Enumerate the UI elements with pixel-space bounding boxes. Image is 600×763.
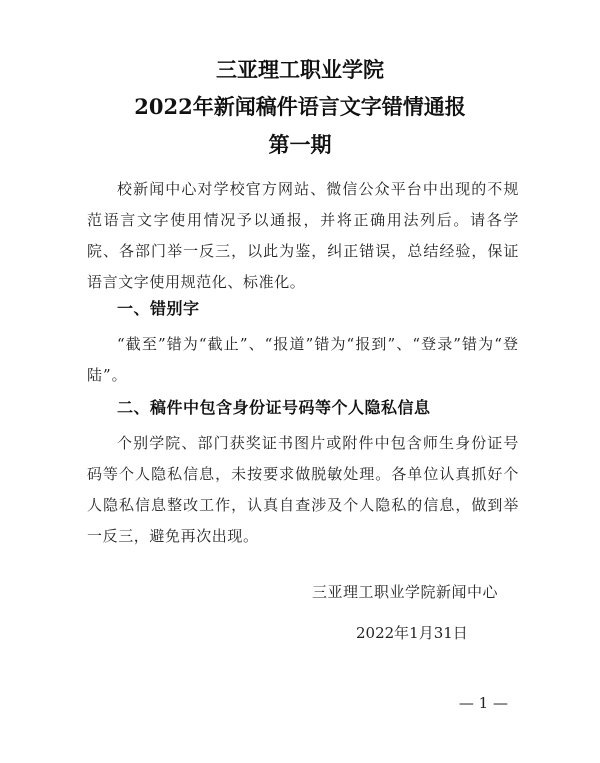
report-title: 2022年新闻稿件语言文字错情通报 — [134, 94, 466, 119]
issue-number: 第一期 — [268, 132, 332, 157]
signature-org: 三亚理工职业学院新闻中心 — [312, 583, 499, 601]
page-number: — 1 — — [458, 694, 508, 712]
org-title: 三亚理工职业学院 — [216, 57, 384, 82]
signature-date: 2022年1月31日 — [356, 624, 468, 642]
section-body-privacy: 个别学院、部门获奖证书图片或附件中包含师生身份证号码等个人隐私信息，未按要求做脱敏处理。各单位认真抓好个人隐私信息整改工作，认真自查涉及个人隐私的信息，做到举一反三，避免再次出现。 — [87, 434, 519, 545]
section-heading-typos: 一、错别字 — [117, 299, 200, 318]
section-heading-privacy: 二、稿件中包含身份证号码等个人隐私信息 — [117, 398, 431, 417]
section-body-typos: “截至”错为“截止”、“报道”错为“报到”、“登录”错为“登陆”。 — [87, 335, 519, 384]
intro-paragraph: 校新闻中心对学校官方网站、微信公众平台中出现的不规范语言文字使用情况予以通报，并将正确用法列后。请各学院、各部门举一反三，以此为鉴，纠正错误，总结经验，保证语言文字使用规范化、标准化。 — [87, 180, 519, 291]
